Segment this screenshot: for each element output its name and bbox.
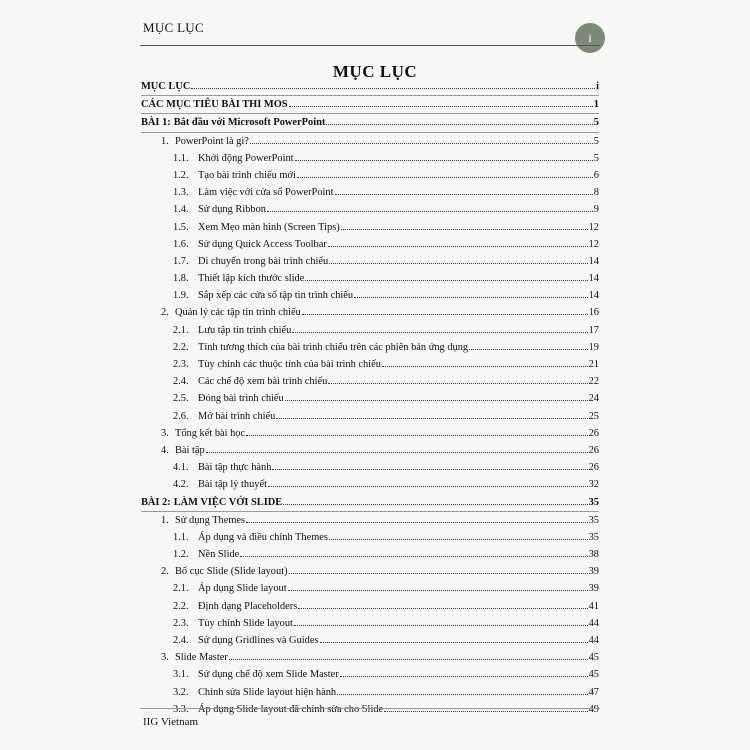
toc-entry[interactable]: [141, 356, 599, 373]
dot-leader: [320, 641, 588, 643]
toc-entry-label: Sử dụng chế độ xem Slide Master: [198, 669, 339, 681]
toc-entry-number: 1.9.: [173, 290, 189, 302]
toc-entry[interactable]: [141, 684, 599, 701]
toc-entry[interactable]: [141, 598, 599, 615]
toc-entry-number: 1.1.: [173, 152, 189, 164]
dot-leader: [298, 607, 587, 609]
dot-leader: [354, 296, 588, 298]
toc-entry-page: 41: [588, 600, 599, 612]
dot-leader: [341, 228, 588, 230]
toc-entry-label: Khởi động PowerPoint: [198, 152, 294, 164]
toc-entry-label: Sử dụng Themes: [175, 514, 246, 526]
toc-entry-number: 2.1.: [173, 324, 189, 336]
toc-entry-page: 14: [588, 255, 599, 267]
dot-leader: [326, 123, 592, 125]
toc-entry-page: 16: [588, 307, 599, 319]
toc-entry[interactable]: [141, 114, 599, 132]
toc-entry-number: 1.: [161, 135, 169, 147]
dot-leader: [285, 399, 588, 401]
toc-entry[interactable]: [141, 184, 599, 201]
toc-entry-page: 8: [593, 187, 599, 199]
dot-leader: [267, 210, 593, 212]
dot-leader: [246, 434, 587, 436]
toc-entry-number: BÀI 1:: [141, 117, 171, 129]
toc-entry[interactable]: [141, 304, 599, 321]
toc-entry[interactable]: [141, 666, 599, 683]
toc-entry-number: 1.: [161, 514, 169, 526]
toc-entry-number: 3.: [161, 427, 169, 439]
toc-entry-number: 2.1.: [173, 583, 189, 595]
toc-entry[interactable]: [141, 150, 599, 167]
toc-entry-number: 1.3.: [173, 187, 189, 199]
toc-entry-label: Tính tương thích của bài trình chiếu trên các phiên bản ứng dụng: [198, 341, 469, 353]
toc-entry[interactable]: [141, 580, 599, 597]
toc-entry-number: 1.4.: [173, 204, 189, 216]
toc-entry[interactable]: [141, 96, 599, 114]
toc-entry-page: 17: [588, 324, 599, 336]
dot-leader: [329, 538, 588, 540]
dot-leader: [305, 279, 587, 281]
dot-leader: [289, 572, 588, 574]
toc-entry-number: 2.4.: [173, 376, 189, 388]
toc-entry-label: Bài tập lý thuyết: [198, 479, 267, 491]
dot-leader: [295, 159, 593, 161]
toc-entry-page: 22: [588, 376, 599, 388]
toc-entry-label: Các chế độ xem bài trình chiếu: [198, 376, 328, 388]
toc-entry-page: 26: [588, 444, 599, 456]
toc-entry-page: 35: [588, 496, 599, 508]
page-title: MỤC LỤC: [332, 62, 418, 81]
dot-leader: [191, 87, 595, 89]
toc-entry-number: 2.2.: [173, 341, 189, 353]
toc-entry[interactable]: [141, 632, 599, 649]
page-number-badge: i: [575, 23, 605, 53]
toc-entry-label: Bố cục Slide (Slide layout): [175, 566, 288, 578]
toc-entry-number: 2.3.: [173, 359, 189, 370]
toc-entry-page: 26: [588, 462, 599, 474]
toc-entry-label: Sắp xếp các cửa sổ tập tin trình chiếu: [198, 290, 354, 302]
toc-entry[interactable]: [141, 287, 599, 304]
toc-entry-page: 5: [593, 135, 599, 147]
toc-entry-number: 1.1.: [173, 531, 189, 543]
toc-entry-number: 1.2.: [173, 549, 189, 561]
toc-entry-label: Di chuyển trong bài trình chiếu: [198, 255, 329, 267]
toc-entry-number: 2.2.: [173, 600, 189, 612]
dot-leader: [289, 105, 593, 107]
toc-entry-page: 19: [588, 341, 599, 353]
toc-entry-number: 4.: [161, 444, 169, 456]
toc-entry-label: Áp dụng Slide layout: [198, 583, 287, 595]
toc-entry[interactable]: [141, 459, 599, 476]
toc-entry[interactable]: [141, 390, 599, 407]
toc-entry-label: Chỉnh sửa Slide layout hiện hành: [198, 686, 337, 698]
toc-entry-page: 35: [588, 531, 599, 543]
toc-entry-label: Làm việc với cửa sổ PowerPoint: [198, 187, 334, 199]
toc-entry-number: BÀI 2:: [141, 496, 171, 508]
toc-entry-label: Sử dụng Ribbon: [198, 204, 266, 216]
footer-text: IIG Vietnam: [143, 716, 199, 728]
toc-entry-label: PowerPoint là gì?: [175, 135, 249, 147]
toc-entry-number: 3.1.: [173, 669, 189, 681]
toc-entry[interactable]: [141, 425, 599, 442]
toc-entry[interactable]: [141, 615, 599, 632]
toc-entry-number: 2.3.: [173, 617, 189, 629]
toc-entry[interactable]: [141, 408, 599, 425]
toc-entry[interactable]: [141, 494, 599, 512]
toc-entry-number: 2.5.: [173, 393, 189, 405]
toc-entry[interactable]: [141, 270, 599, 287]
dot-leader: [294, 624, 588, 626]
toc-entry-number: 1.8.: [173, 273, 189, 285]
toc-entry-label: Áp dụng Slide layout đã chỉnh sửa cho Slide: [198, 703, 384, 715]
toc-entry[interactable]: [141, 563, 599, 580]
toc-entry[interactable]: [141, 253, 599, 270]
toc-entry-number: 1.5.: [173, 221, 189, 233]
toc-entry-label: Đóng bài trình chiếu: [198, 393, 284, 405]
toc-entry[interactable]: [141, 442, 599, 459]
dot-leader: [328, 382, 587, 384]
toc-entry-page: i: [596, 81, 599, 92]
dot-leader: [302, 313, 588, 315]
toc-entry-label: Sử dụng Gridlines và Guides: [198, 635, 319, 646]
toc-entry-label: MỤC LỤC: [141, 81, 191, 92]
toc-entry-page: 39: [588, 583, 599, 595]
toc-entry-page: 14: [588, 273, 599, 285]
header-divider: [140, 45, 600, 46]
toc-entry-label: Sử dụng Quick Access Toolbar: [198, 238, 327, 250]
toc-entry[interactable]: [141, 133, 599, 150]
dot-leader: [276, 417, 587, 419]
dot-leader: [272, 468, 587, 470]
toc-entry[interactable]: [141, 167, 599, 184]
running-header: MỤC LỤC: [143, 20, 204, 35]
dot-leader: [206, 451, 588, 453]
dot-leader: [328, 245, 588, 247]
toc-entry-page: 25: [588, 410, 599, 422]
toc-entry-label: Áp dụng và điều chỉnh Themes: [198, 531, 328, 543]
toc-entry-page: 21: [588, 359, 599, 370]
toc-entry[interactable]: [141, 701, 599, 718]
toc-entry-page: 26: [588, 427, 599, 439]
toc-entry-label: Bài tập thực hành: [198, 462, 272, 474]
dot-leader: [268, 485, 588, 487]
toc-entry-number: 1.2.: [173, 169, 189, 181]
toc-entry-label: Nền Slide: [198, 549, 240, 561]
toc-entry-page: 24: [588, 393, 599, 405]
toc-entry-page: 14: [588, 290, 599, 302]
dot-leader: [337, 693, 588, 695]
toc-entry-page: 45: [588, 669, 599, 681]
toc-entry-page: 47: [588, 686, 599, 698]
toc-entry-label: Xem Mẹo màn hình (Screen Tips): [198, 221, 340, 233]
footer-divider: [140, 708, 600, 709]
dot-leader: [246, 521, 588, 523]
toc-entry-label: Định dạng Placeholders: [198, 600, 298, 612]
toc-entry-number: 2.: [161, 566, 169, 578]
toc-entry-page: 12: [588, 221, 599, 233]
toc-entry[interactable]: [141, 512, 599, 529]
dot-leader: [283, 503, 587, 505]
toc-entry-label: Bài tập: [175, 444, 205, 456]
dot-leader: [250, 142, 593, 144]
dot-leader: [469, 348, 588, 350]
toc-entry-page: 12: [588, 238, 599, 250]
dot-leader: [292, 331, 587, 333]
toc-entry-page: 44: [588, 635, 599, 646]
toc-entry[interactable]: [141, 373, 599, 390]
toc-entry-label: Quản lý các tập tin trình chiếu: [175, 307, 301, 319]
toc-entry-label: LÀM VIỆC VỚI SLIDE: [173, 496, 283, 508]
toc-entry-label: CÁC MỤC TIÊU BÀI THI MOS: [141, 99, 288, 111]
toc-entry-label: Tùy chỉnh các thuộc tính của bài trình chiếu: [198, 359, 381, 370]
toc-entry-page: 38: [588, 549, 599, 561]
toc-entry-number: 4.2.: [173, 479, 189, 491]
dot-leader: [335, 193, 593, 195]
toc-entry-page: 6: [593, 169, 599, 181]
toc-entry[interactable]: [141, 546, 599, 563]
toc-entry-number: 3.2.: [173, 686, 189, 698]
toc-entry-label: Tổng kết bài học: [175, 427, 246, 439]
toc-entry-page: 49: [588, 703, 599, 715]
toc-entry-label: Tạo bài trình chiếu mới: [198, 169, 296, 181]
toc-entry[interactable]: [141, 78, 599, 96]
toc-entry-number: 2.4.: [173, 635, 189, 646]
dot-leader: [297, 176, 593, 178]
toc-entry[interactable]: [141, 236, 599, 253]
toc-entry-page: 39: [588, 566, 599, 578]
toc-entry-page: 9: [593, 204, 599, 216]
toc-entry-number: 1.7.: [173, 255, 189, 267]
table-of-contents: [141, 78, 599, 718]
dot-leader: [382, 365, 588, 367]
toc-entry-page: 45: [588, 652, 599, 664]
toc-entry-page: 5: [593, 117, 599, 129]
toc-entry-label: Lưu tập tin trình chiếu: [198, 324, 292, 336]
toc-entry-number: 3.3.: [173, 703, 189, 715]
toc-entry-label: Bắt đầu với Microsoft PowerPoint: [173, 117, 326, 129]
dot-leader: [340, 675, 588, 677]
toc-entry-label: Mở bài trình chiếu: [198, 410, 276, 422]
toc-entry-page: 44: [588, 617, 599, 629]
toc-entry[interactable]: [141, 476, 599, 493]
dot-leader: [240, 555, 587, 557]
toc-entry[interactable]: [141, 219, 599, 236]
toc-entry-page: 1: [593, 99, 599, 111]
dot-leader: [288, 589, 588, 591]
toc-entry-number: 3.: [161, 652, 169, 664]
toc-entry[interactable]: [141, 649, 599, 666]
toc-entry-number: 2.: [161, 307, 169, 319]
toc-entry-number: 4.1.: [173, 462, 189, 474]
toc-entry[interactable]: [141, 339, 599, 356]
dot-leader: [329, 262, 587, 264]
toc-entry-label: Tùy chỉnh Slide layout: [198, 617, 293, 629]
toc-entry[interactable]: [141, 322, 599, 339]
toc-entry-page: 35: [588, 514, 599, 526]
toc-entry-number: 2.6.: [173, 410, 189, 422]
toc-entry-page: 5: [593, 152, 599, 164]
toc-entry[interactable]: [141, 529, 599, 546]
toc-entry-page: 32: [588, 479, 599, 491]
toc-entry[interactable]: [141, 201, 599, 218]
toc-entry-label: Slide Master: [175, 652, 228, 664]
toc-entry-label: Thiết lập kích thước slide: [198, 273, 305, 285]
dot-leader: [229, 658, 588, 660]
dot-leader: [384, 710, 587, 712]
toc-entry-number: 1.6.: [173, 238, 189, 250]
